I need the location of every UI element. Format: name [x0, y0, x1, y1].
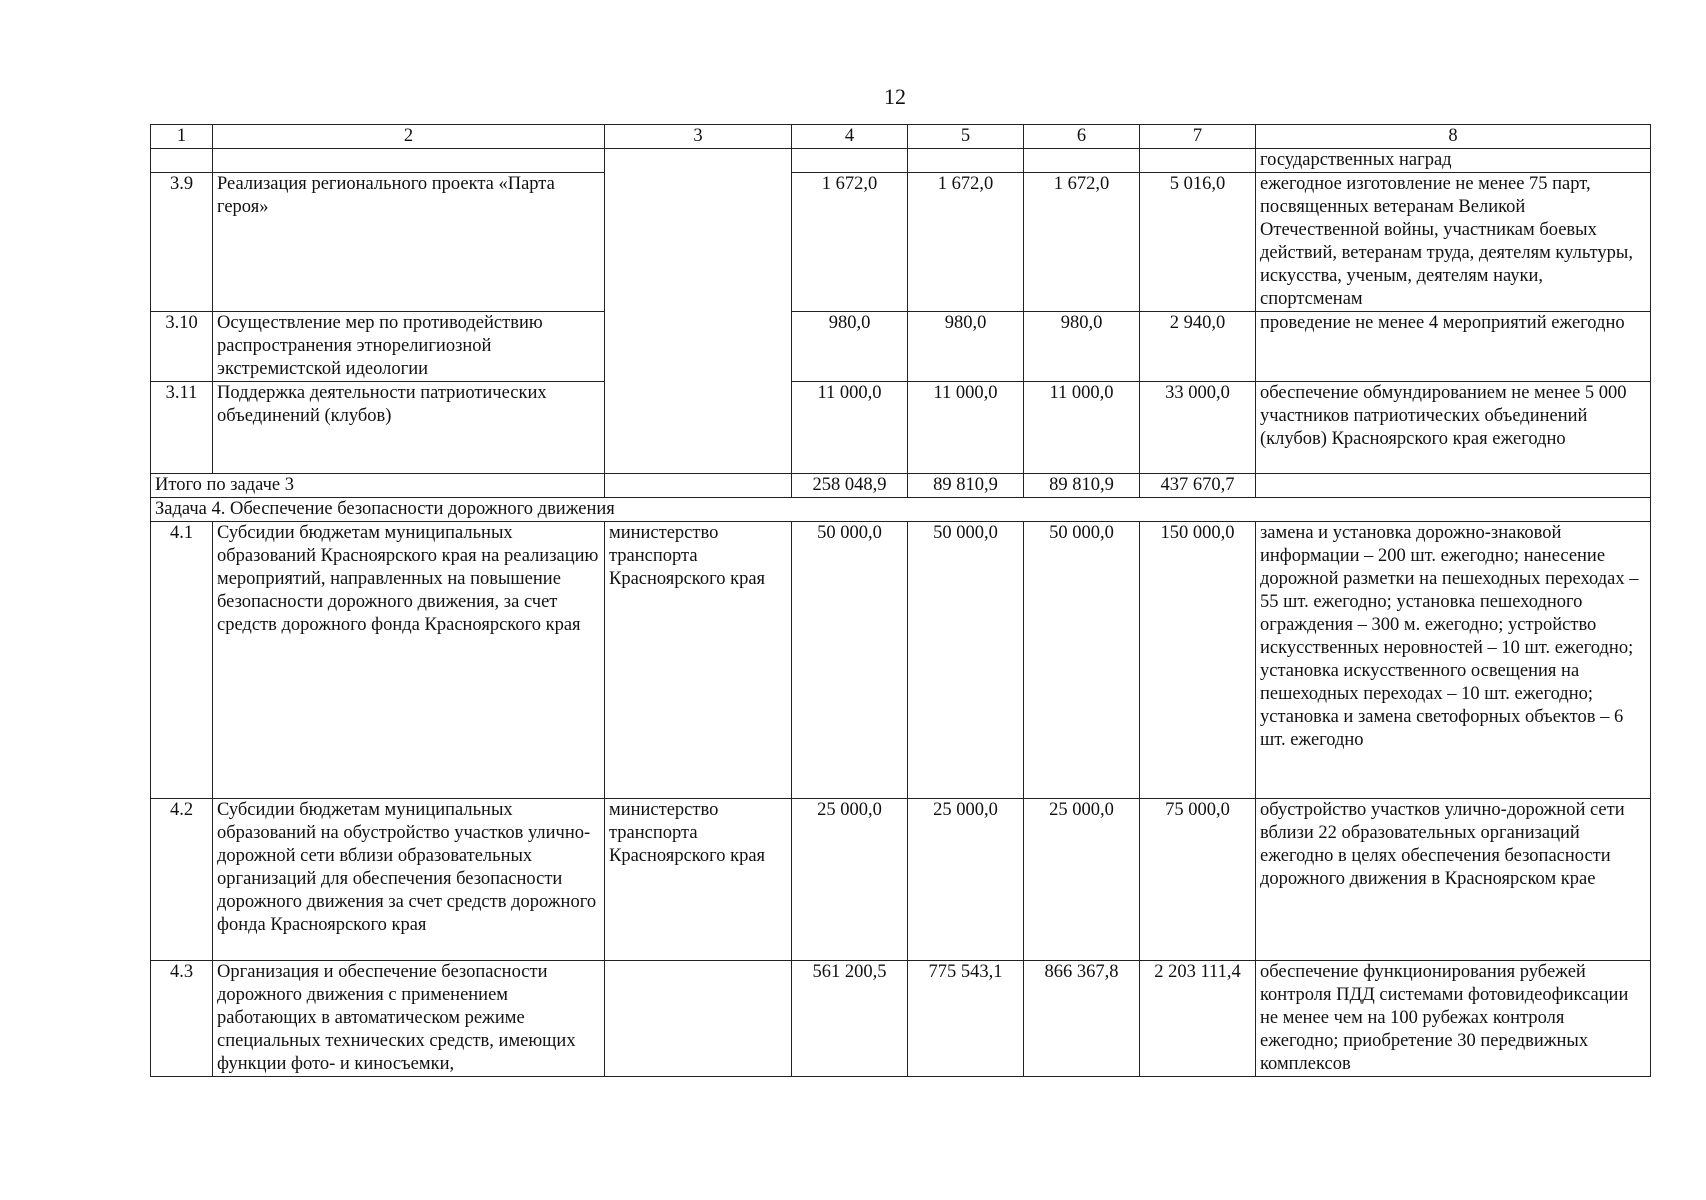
row-number: 4.3: [151, 961, 213, 1077]
total-label: Итого по задаче 3: [151, 474, 605, 498]
page-number: 12: [884, 84, 906, 109]
col-header-4: 4: [792, 125, 908, 149]
row-executor: министерство транспорта Красноярского края: [605, 799, 792, 961]
table-row-3-10: [151, 312, 1651, 382]
row-result: проведение не менее 4 мероприятий ежегодно: [1256, 312, 1651, 382]
row-name: Организация и обеспечение безопасности дорожного движения с применением работающих в автоматическом режиме специальных технических средств, имеющих функции фото- и киносъемки,: [213, 961, 605, 1077]
total-value-6: 89 810,9: [1024, 474, 1140, 498]
task-title: Задача 4. Обеспечение безопасности дорожного движения: [151, 498, 1651, 522]
table-row-3-9: [151, 173, 1651, 312]
row-value-7: 2 940,0: [1140, 312, 1256, 382]
total-row-task3: [151, 474, 1651, 498]
row-value-7: 150 000,0: [1140, 522, 1256, 799]
row-name: Субсидии бюджетам муниципальных образований на обустройство участков улично-дорожной сети вблизи образовательных организаций для обеспечения безопасности дорожного движения за счет средств дорожного фонда Красноярского края: [213, 799, 605, 961]
row-value-4: 1 672,0: [792, 173, 908, 312]
row-number: 3.9: [151, 173, 213, 312]
col-header-6: 6: [1024, 125, 1140, 149]
row-result: обеспечение обмундированием не менее 5 000 участников патриотических объединений (клубов) Красноярского края ежегодно: [1256, 382, 1651, 474]
row-number: 4.2: [151, 799, 213, 961]
row-value-4: 11 000,0: [792, 382, 908, 474]
col-header-7: 7: [1140, 125, 1256, 149]
row-executor: [605, 961, 792, 1077]
row-value-5: 50 000,0: [908, 522, 1024, 799]
continuation-row: [151, 149, 1651, 173]
row-value-5: 775 543,1: [908, 961, 1024, 1077]
row-name: Субсидии бюджетам муниципальных образований Красноярского края на реализацию мероприятий, направленных на повышение безопасности дорожного движения, за счет средств дорожного фонда Красноярского края: [213, 522, 605, 799]
row-result: замена и установка дорожно-знаковой информации – 200 шт. ежегодно; нанесение дорожной разметки на пешеходных переходах – 55 шт. ежегодно; установка пешеходного ограждения – 300 м. ежегодно; устройство искусственных неровностей – 10 шт. ежегодно; установка искусственного освещения на пешеходных переходах – 10 шт. ежегодно; установка и замена светофорных объектов – 6 шт. ежегодно: [1256, 522, 1651, 799]
column-number-row: [151, 125, 1651, 149]
row-value-7: 33 000,0: [1140, 382, 1256, 474]
row-value-4: 561 200,5: [792, 961, 908, 1077]
program-table: [150, 124, 1651, 1077]
row-value-6: 980,0: [1024, 312, 1140, 382]
table-row-3-11: [151, 382, 1651, 474]
col-header-3: 3: [605, 125, 792, 149]
col-header-8: 8: [1256, 125, 1651, 149]
row-number: 3.10: [151, 312, 213, 382]
table-row-4-3: [151, 961, 1651, 1077]
col-header-2: 2: [213, 125, 605, 149]
row-value-6: 50 000,0: [1024, 522, 1140, 799]
row-value-4: 25 000,0: [792, 799, 908, 961]
row-value-4: 980,0: [792, 312, 908, 382]
row-result: обеспечение функционирования рубежей контроля ПДД системами фотовидеофиксации не менее чем на 100 рубежах контроля ежегодно; приобретение 30 передвижных комплексов: [1256, 961, 1651, 1077]
row-result: ежегодное изготовление не менее 75 парт, посвященных ветеранам Великой Отечественной войны, участникам боевых действий, ветеранам труда, деятелям культуры, искусства, ученым, деятелям науки, спортсменам: [1256, 173, 1651, 312]
executor-merged-cell-task3: [605, 149, 792, 474]
row-name: Реализация регионального проекта «Парта героя»: [213, 173, 605, 312]
row-value-6: 25 000,0: [1024, 799, 1140, 961]
row-value-5: 11 000,0: [908, 382, 1024, 474]
row-value-4: 50 000,0: [792, 522, 908, 799]
row-value-5: 25 000,0: [908, 799, 1024, 961]
total-value-7: 437 670,7: [1140, 474, 1256, 498]
row-result: обустройство участков улично-дорожной сети вблизи 22 образовательных организаций ежегодно в целях обеспечения безопасности дорожного движения в Красноярском крае: [1256, 799, 1651, 961]
col-header-5: 5: [908, 125, 1024, 149]
row-value-5: 980,0: [908, 312, 1024, 382]
table-row-4-1: [151, 522, 1651, 799]
row-number: 4.1: [151, 522, 213, 799]
total-value-5: 89 810,9: [908, 474, 1024, 498]
continuation-result: государственных наград: [1256, 149, 1651, 173]
table-row-4-2: [151, 799, 1651, 961]
row-value-6: 11 000,0: [1024, 382, 1140, 474]
col-header-1: 1: [151, 125, 213, 149]
row-value-6: 866 367,8: [1024, 961, 1140, 1077]
total-value-4: 258 048,9: [792, 474, 908, 498]
row-executor: министерство транспорта Красноярского края: [605, 522, 792, 799]
row-value-7: 75 000,0: [1140, 799, 1256, 961]
row-value-7: 5 016,0: [1140, 173, 1256, 312]
row-name: Осуществление мер по противодействию распространения этнорелигиозной экстремистской идеологии: [213, 312, 605, 382]
row-number: 3.11: [151, 382, 213, 474]
row-value-7: 2 203 111,4: [1140, 961, 1256, 1077]
row-name: Поддержка деятельности патриотических объединений (клубов): [213, 382, 605, 474]
row-value-5: 1 672,0: [908, 173, 1024, 312]
row-value-6: 1 672,0: [1024, 173, 1140, 312]
task4-title-row: [151, 498, 1651, 522]
